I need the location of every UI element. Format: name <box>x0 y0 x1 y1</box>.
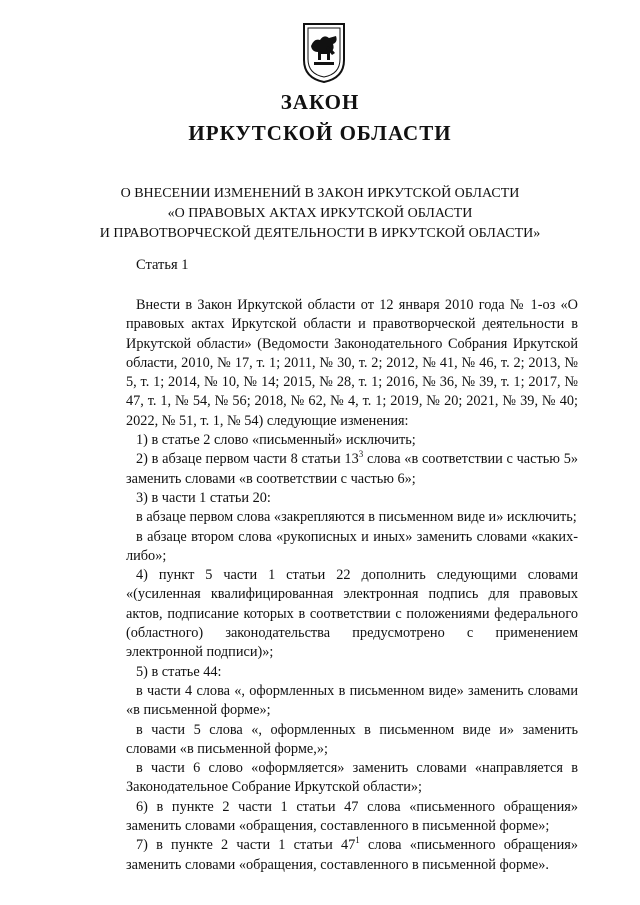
subtitle-line: «О ПРАВОВЫХ АКТАХ ИРКУТСКОЙ ОБЛАСТИ <box>167 206 473 221</box>
item-7-text-b: слова «письменного обращения» заменить словами «обращения, составленного в письменной форме». <box>126 837 578 873</box>
amendment-item-5c: в части 6 слово «оформляется» заменить словами «направляется в Законодательное Собрание Иркутской области»; <box>126 760 578 796</box>
amendment-item-5a: в части 4 слова «, оформленных в письменном виде» заменить словами «в письменной форме»; <box>126 682 578 719</box>
article-body <box>126 296 578 875</box>
amendment-item-5b: в части 5 слова «, оформленных в письменном виде и» заменить словами «в письменной форме,»; <box>126 721 578 757</box>
article-heading: Статья 1 <box>136 257 189 273</box>
amendment-item-7 <box>126 836 578 875</box>
amendment-item-2 <box>126 450 578 489</box>
document-subtitle <box>80 184 560 244</box>
amendment-item-1: 1) в статье 2 слово «письменный» исключить; <box>136 432 416 449</box>
subtitle-line: О ВНЕСЕНИИ ИЗМЕНЕНИЙ В ЗАКОН ИРКУТСКОЙ ОБЛАСТИ <box>120 186 520 201</box>
amendment-item-6: 6) в пункте 2 части 1 статьи 47 слова «письменного обращения» заменить словами «обращения, составленного в письменной форме»; <box>126 798 578 835</box>
item-2-text-b: слова «в соответствии с частью 5» заменить словами «в соответствии с частью 6»; <box>126 451 579 487</box>
item-2-text-a: 2) в абзаце первом части 8 статьи 13 <box>136 451 359 468</box>
item-7-text-a: 7) в пункте 2 части 1 статьи 47 <box>136 837 356 854</box>
document-title-line2: ИРКУТСКОЙ ОБЛАСТИ <box>188 121 452 145</box>
amendment-item-3: 3) в части 1 статьи 20: <box>136 489 271 506</box>
item-2-superscript: 3 <box>358 449 364 460</box>
subtitle-line: И ПРАВОТВОРЧЕСКОЙ ДЕЯТЕЛЬНОСТИ В ИРКУТСКОЙ ОБЛАСТИ» <box>99 226 541 241</box>
amendment-item-3a: в абзаце первом слова «закрепляются в письменном виде и» исключить; <box>136 509 577 526</box>
amendment-item-5: 5) в статье 44: <box>136 663 222 680</box>
amendment-item-3b: в абзаце втором слова «рукописных и иных» заменить словами «каких-либо»; <box>126 528 578 564</box>
intro-paragraph: Внести в Закон Иркутской области от 12 января 2010 года № 1-оз «О правовых актах Иркутской области и правотворческой деятельности в Иркутской области» (Ведомости Законодательного Собрания Иркутской области, 2010, № 17, т. 1; 2011, № 30, т. 2; 2012, № 41, № 46, т. 2; 2013, № 5, т. 1; 2014, № 10, № 14; 2015, № 28, т. 1; 2016, № 36, № 39, т. 1; 2017, № 47, т. 1, № 54, № 56; 2018, № 62, № 4, т. 1; 2019, № 20; 2021, № 39, № 40; 2022, № 51, т. 1, № 54) следующие изменения: <box>126 297 578 429</box>
document-title-line1: ЗАКОН <box>280 90 360 114</box>
coat-of-arms-emblem-icon <box>302 22 346 84</box>
amendment-item-4: 4) пункт 5 части 1 статьи 22 дополнить следующими словами «(усиленная квалифицированная электронная подпись для правовых актов, подписание которых в соответствии с положениями федерального (областного) законодательства предусмотрено с применением электронной подписи)»; <box>126 567 578 661</box>
item-7-superscript: 1 <box>355 835 360 846</box>
